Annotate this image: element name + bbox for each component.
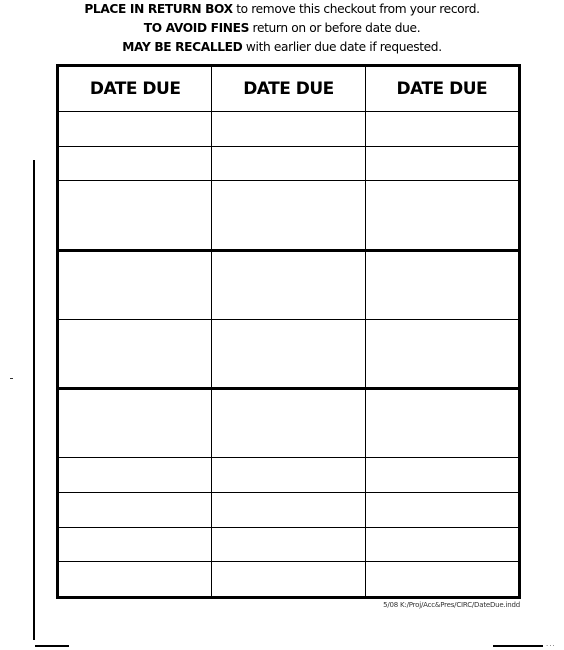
- column-header-1: DATE DUE: [59, 67, 212, 112]
- date-due-cell: [212, 493, 365, 528]
- date-due-table: [58, 66, 519, 597]
- date-due-row: [59, 527, 519, 562]
- date-due-cell: [59, 181, 212, 250]
- date-due-row: [59, 389, 519, 458]
- instruction-3-text: with earlier due date if requested.: [242, 40, 442, 54]
- date-due-cell: [59, 112, 212, 147]
- date-due-body: [59, 112, 519, 597]
- date-due-cell: [59, 389, 212, 458]
- date-due-table-frame: [56, 64, 521, 599]
- date-due-cell: [212, 389, 365, 458]
- date-due-row: [59, 112, 519, 147]
- date-due-cell: [212, 458, 365, 493]
- instructions-header: [0, 0, 564, 57]
- margin-rule: [33, 160, 35, 640]
- column-header-2: DATE DUE: [212, 67, 365, 112]
- date-due-cell: [59, 493, 212, 528]
- date-due-cell: [212, 112, 365, 147]
- margin-tick: [10, 378, 13, 379]
- date-due-row: [59, 250, 519, 319]
- date-due-cell: [59, 527, 212, 562]
- date-due-cell: [365, 146, 518, 181]
- date-due-row: [59, 493, 519, 528]
- instruction-line-2: [0, 19, 564, 38]
- date-due-cell: [365, 319, 518, 388]
- instruction-2-text: return on or before date due.: [249, 21, 421, 35]
- date-due-cell: [365, 458, 518, 493]
- date-due-cell: [212, 319, 365, 388]
- date-due-cell: [212, 562, 365, 597]
- date-due-cell: [59, 458, 212, 493]
- date-due-cell: [365, 181, 518, 250]
- bottom-crop-mark-left: [35, 645, 69, 647]
- form-code: 5/08 K:/Proj/Acc&Pres/CIRC/DateDue.indd: [383, 601, 520, 609]
- column-header-3: DATE DUE: [365, 67, 518, 112]
- instruction-1-emphasis: PLACE IN RETURN BOX: [84, 2, 233, 16]
- instruction-1-text: to remove this checkout from your record.: [232, 2, 480, 16]
- date-due-row: [59, 181, 519, 250]
- date-due-row: [59, 562, 519, 597]
- date-due-row: [59, 146, 519, 181]
- date-due-cell: [365, 493, 518, 528]
- date-due-cell: [365, 527, 518, 562]
- corner-mark: ...: [546, 640, 556, 648]
- date-due-cell: [59, 146, 212, 181]
- date-due-cell: [212, 146, 365, 181]
- date-due-cell: [59, 562, 212, 597]
- date-due-cell: [212, 250, 365, 319]
- date-due-cell: [365, 562, 518, 597]
- instruction-line-1: [0, 0, 564, 19]
- instruction-line-3: [0, 38, 564, 57]
- date-due-cell: [365, 112, 518, 147]
- date-due-row: [59, 319, 519, 388]
- date-due-cell: [212, 181, 365, 250]
- date-due-row: [59, 458, 519, 493]
- date-due-header-row: [59, 67, 519, 112]
- date-due-cell: [365, 250, 518, 319]
- date-due-cell: [59, 319, 212, 388]
- bottom-crop-mark-right: [493, 645, 543, 647]
- date-due-cell: [365, 389, 518, 458]
- date-due-cell: [212, 527, 365, 562]
- instruction-3-emphasis: MAY BE RECALLED: [122, 40, 243, 54]
- instruction-2-emphasis: TO AVOID FINES: [143, 21, 250, 35]
- date-due-cell: [59, 250, 212, 319]
